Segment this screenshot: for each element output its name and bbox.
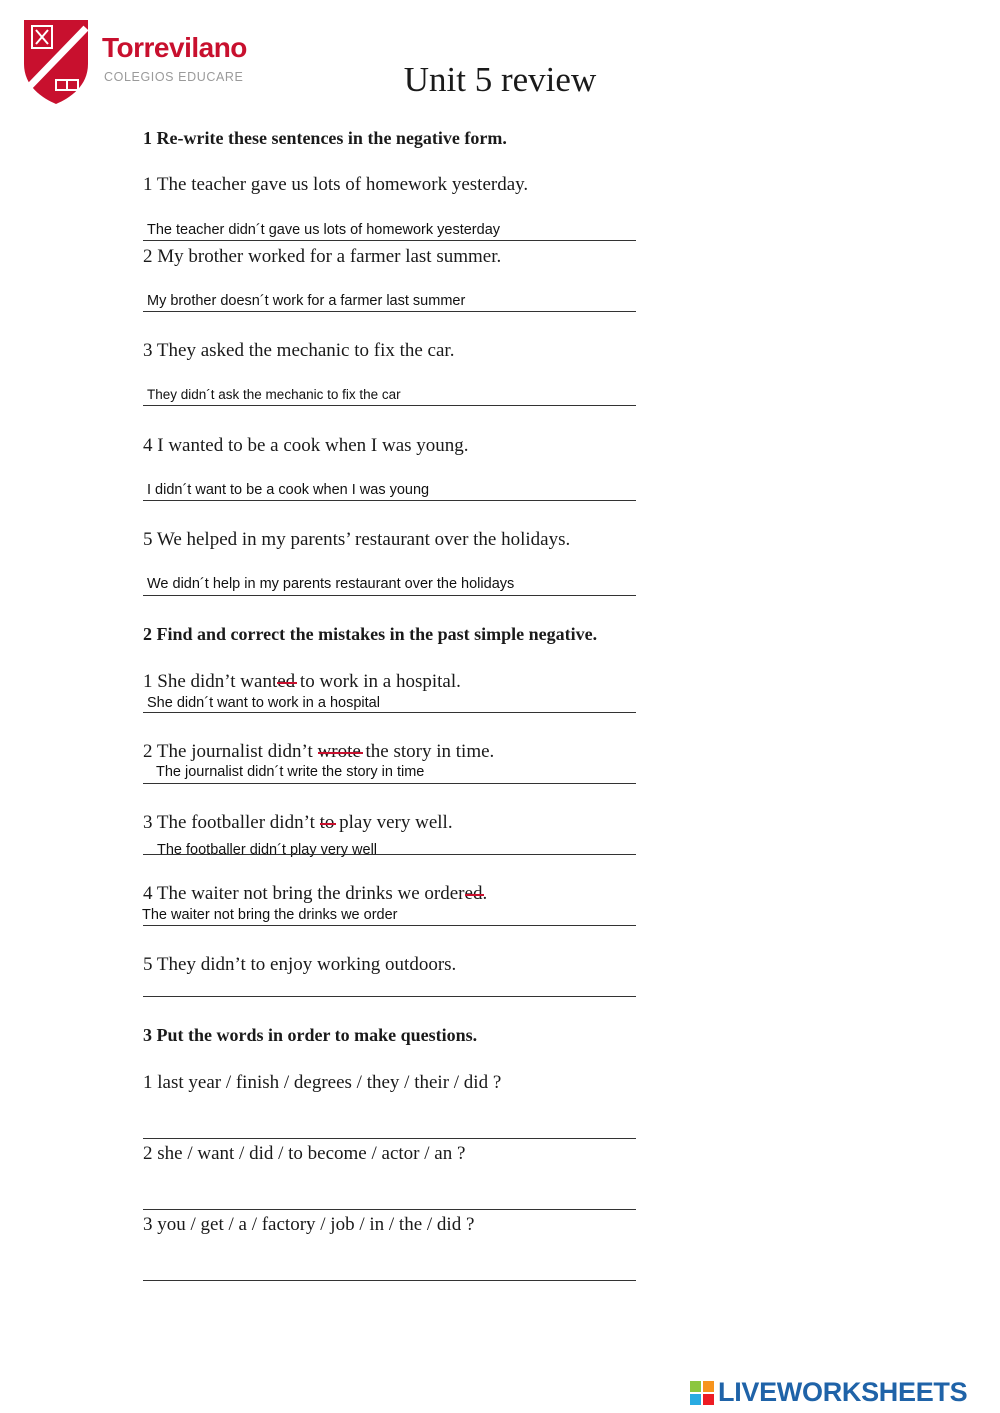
s2-prompt-1-text: 1 She didn’t want [143, 671, 278, 692]
s1-answer-line-4 [143, 500, 636, 501]
s2-prompt-3 [143, 812, 453, 834]
s3-answer-line-1[interactable] [143, 1138, 636, 1139]
s1-answer-2[interactable]: My brother doesn´t work for a farmer last summer [147, 293, 466, 309]
section2-heading: 2 Find and correct the mistakes in the past simple negative. [143, 624, 598, 644]
s3-prompt-1: 1 last year / finish / degrees / they / their / did ? [143, 1072, 502, 1093]
s2-prompt-3-struck: to [319, 812, 335, 833]
s1-answer-line-3 [143, 405, 636, 406]
s2-prompt-4-rest: . [482, 883, 488, 904]
s2-prompt-5-text: 5 They didn’t to enjoy working outdoors. [143, 954, 457, 975]
page-title: Unit 5 review [403, 60, 597, 99]
s2-answer-4[interactable]: The waiter not bring the drinks we order [142, 907, 398, 923]
s2-prompt-1-struck: ed [277, 671, 296, 692]
s2-prompt-2 [143, 741, 494, 763]
s1-prompt-1: 1 The teacher gave us lots of homework yesterday. [143, 174, 529, 195]
s2-answer-line-1 [143, 712, 636, 713]
s1-answer-4[interactable]: I didn´t want to be a cook when I was young [147, 482, 430, 498]
s1-answer-line-1 [143, 240, 636, 241]
footer-brand: LIVEWORKSHEETS [718, 1377, 968, 1407]
s1-answer-line-2 [143, 311, 636, 312]
s2-prompt-1 [143, 671, 461, 693]
s2-prompt-4-struck: ed [464, 883, 483, 904]
s3-prompt-2: 2 she / want / did / to become / actor / an ? [143, 1143, 466, 1164]
s1-answer-1[interactable]: The teacher didn´t gave us lots of homework yesterday [147, 222, 501, 238]
s3-answer-line-2[interactable] [143, 1209, 636, 1210]
logo-subtitle: COLEGIOS EDUCARE [104, 70, 244, 84]
s2-prompt-3-text: 3 The footballer didn’t [143, 812, 320, 833]
s2-prompt-4 [143, 883, 487, 905]
s1-prompt-3: 3 They asked the mechanic to fix the car. [143, 340, 455, 361]
s2-answer-3[interactable]: The footballer didn´t play very well [157, 842, 378, 858]
s3-answer-line-3[interactable] [143, 1280, 636, 1281]
s1-prompt-4: 4 I wanted to be a cook when I was young. [143, 435, 469, 456]
s2-answer-line-4 [143, 925, 636, 926]
s1-prompt-2: 2 My brother worked for a farmer last summer. [143, 246, 502, 267]
s1-prompt-5: 5 We helped in my parents’ restaurant over the holidays. [143, 529, 571, 550]
section1-heading: 1 Re-write these sentences in the negative form. [143, 128, 507, 148]
s3-prompt-3: 3 you / get / a / factory / job / in / the / did ? [143, 1214, 475, 1235]
s2-prompt-3-rest: play very well. [334, 812, 453, 833]
s1-answer-3[interactable]: They didn´t ask the mechanic to fix the car [147, 387, 401, 402]
s2-prompt-1-rest: to work in a hospital. [295, 671, 461, 692]
s2-answer-line-3 [143, 854, 636, 855]
s2-prompt-2-rest: the story in time. [360, 741, 495, 762]
section3-heading: 3 Put the words in order to make questions. [143, 1025, 478, 1045]
liveworksheets-logo-icon [690, 1381, 714, 1405]
s2-prompt-4-text: 4 The waiter not bring the drinks we order [143, 883, 465, 904]
s2-prompt-2-struck: wrote [317, 741, 361, 762]
s2-answer-line-2 [143, 783, 636, 784]
liveworksheets-footer[interactable] [690, 1377, 990, 1407]
s2-prompt-2-text: 2 The journalist didn’t [143, 741, 318, 762]
logo-name: Torrevilano [102, 32, 247, 63]
s2-answer-1[interactable]: She didn´t want to work in a hospital [147, 695, 380, 711]
s1-answer-5[interactable]: We didn´t help in my parents restaurant over the holidays [147, 576, 515, 592]
s2-answer-2[interactable]: The journalist didn´t write the story in time [156, 764, 425, 780]
s2-prompt-5 [143, 954, 456, 976]
s2-answer-line-5[interactable] [143, 996, 636, 997]
s1-answer-line-5 [143, 595, 636, 596]
